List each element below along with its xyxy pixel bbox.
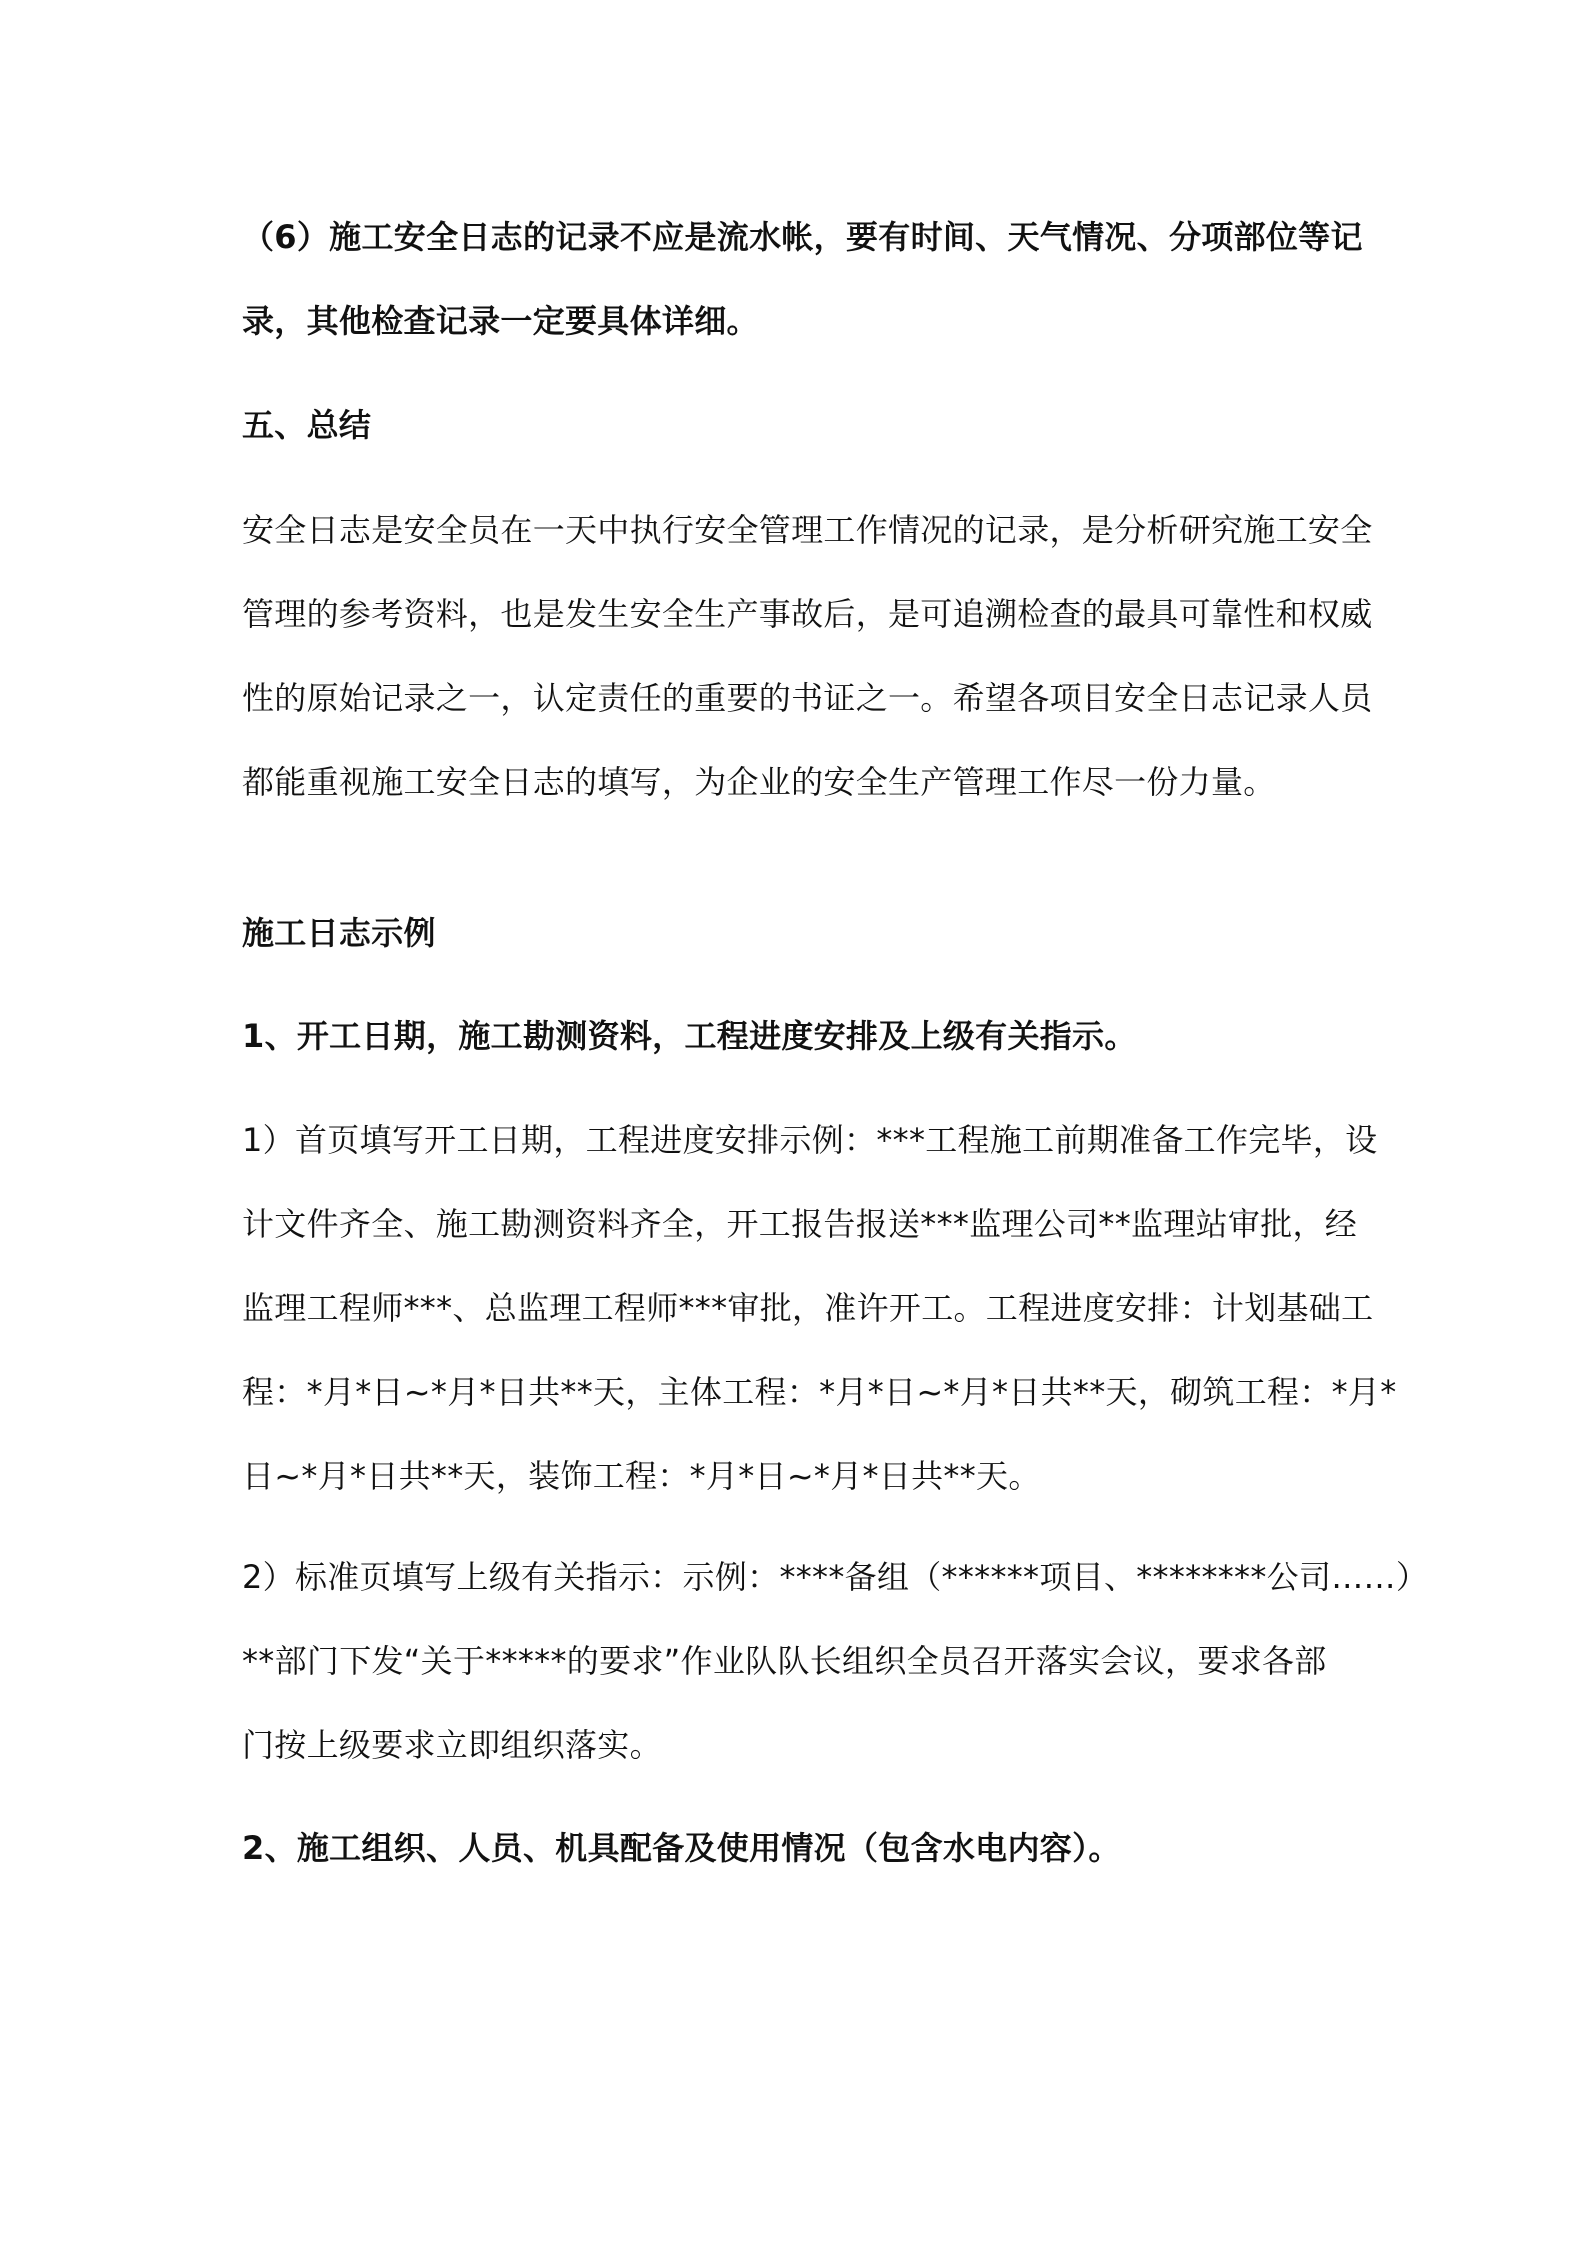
paragraph-line: **部门下发“关于*****的要求”作业队队长组织全员召开落实会议，要求各部 bbox=[242, 1642, 1327, 1680]
paragraph-line: 门按上级要求立即组织落实。 bbox=[242, 1726, 662, 1764]
section-heading-example: 施工日志示例 bbox=[242, 914, 436, 952]
paragraph-line: 都能重视施工安全日志的填写，为企业的安全生产管理工作尽一份力量。 bbox=[242, 763, 1276, 801]
subheading-2: 2、施工组织、人员、机具配备及使用情况（包含水电内容）。 bbox=[242, 1829, 1121, 1867]
subheading-1: 1、开工日期，施工勘测资料，工程进度安排及上级有关指示。 bbox=[242, 1017, 1137, 1055]
summary-paragraph bbox=[242, 488, 1373, 824]
paragraph-line: 2）标准页填写上级有关指示：示例：****备组（******项目、********公司……） bbox=[242, 1558, 1429, 1596]
item-1-paragraph bbox=[242, 1098, 1397, 1518]
section-heading-summary: 五、总结 bbox=[242, 406, 372, 444]
paragraph-line: 性的原始记录之一，认定责任的重要的书证之一。希望各项目安全日志记录人员 bbox=[242, 679, 1373, 717]
paragraph-line: 程：*月*日~*月*日共**天，主体工程：*月*日~*月*日共**天，砌筑工程：*月* bbox=[242, 1373, 1397, 1411]
paragraph-line: 安全日志是安全员在一天中执行安全管理工作情况的记录，是分析研究施工安全 bbox=[242, 511, 1373, 549]
paragraph-6 bbox=[242, 195, 1363, 363]
paragraph-line: 管理的参考资料，也是发生安全生产事故后，是可追溯检查的最具可靠性和权威 bbox=[242, 595, 1373, 633]
paragraph-line: 1）首页填写开工日期，工程进度安排示例：***工程施工前期准备工作完毕，设 bbox=[242, 1121, 1378, 1159]
paragraph-line: 计文件齐全、施工勘测资料齐全，开工报告报送***监理公司**监理站审批，经 bbox=[242, 1205, 1358, 1243]
paragraph-line: 监理工程师***、总监理工程师***审批，准许开工。工程进度安排：计划基础工 bbox=[242, 1289, 1374, 1327]
paragraph-line: 录，其他检查记录一定要具体详细。 bbox=[242, 302, 759, 340]
item-2-paragraph bbox=[242, 1535, 1429, 1787]
paragraph-line: （6）施工安全日志的记录不应是流水帐，要有时间、天气情况、分项部位等记 bbox=[242, 218, 1363, 256]
paragraph-line: 日~*月*日共**天，装饰工程：*月*日~*月*日共**天。 bbox=[242, 1457, 1041, 1495]
